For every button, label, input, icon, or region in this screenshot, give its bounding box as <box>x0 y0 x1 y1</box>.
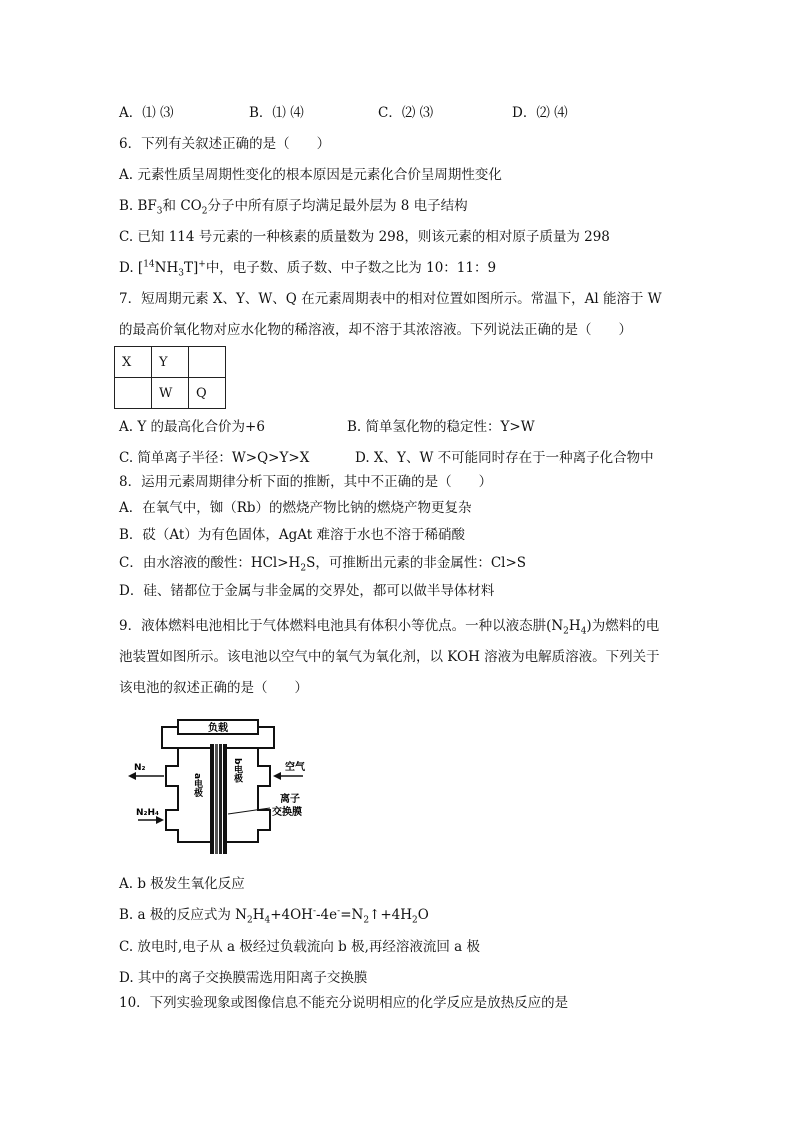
n2-arrow-head <box>128 772 136 780</box>
q8-option-c: C．由水溶液的酸性：$HCl>H_2S$，可推断出元素的非金属性：Cl>S <box>119 555 527 574</box>
wire-left <box>162 727 210 748</box>
b-electrode-plate <box>223 744 227 854</box>
q7-option-a: A. Y 的最高化合价为+6 <box>119 419 265 435</box>
table-cell: X <box>115 347 152 378</box>
membrane-label <box>272 792 303 818</box>
membrane-plate <box>215 744 218 854</box>
q8-stem: 8．运用元素周期律分析下面的推断，其中不正确的是（ ） <box>119 474 493 490</box>
load-label: 负载 <box>208 723 228 734</box>
q6-option-c: C. 已知 114 号元素的一种核素的质量数为 298，则该元素的相对原子质量为 298 <box>119 229 610 245</box>
periodic-table-fragment <box>114 346 226 409</box>
membrane-label-line2: 交换膜 <box>272 807 302 818</box>
q8-option-b: B．砹（At）为有色固体，AgAt 难溶于水也不溶于稀硝酸 <box>119 527 465 543</box>
fuel-cell-diagram <box>118 718 318 860</box>
q7-option-d: D. X、Y、W 不可能同时存在于一种离子化合物中 <box>355 450 654 466</box>
q5-option-b: B．⑴ ⑷ <box>249 105 304 121</box>
q9-stem-line2: 池装置如图所示。该电池以空气中的氧气为氧化剂，以 KOH 溶液为电解质溶液。下列关于 <box>119 649 660 665</box>
table-cell: Y <box>152 347 189 378</box>
q7-stem-line1: 7．短周期元素 X、Y、W、Q 在元素周期表中的相对位置如图所示。常温下，Al 能溶于 W <box>119 291 662 307</box>
q6-option-a: A. 元素性质呈周期性变化的根本原因是元素化合价呈周期性变化 <box>119 167 502 183</box>
n2h4-label: N₂H₄ <box>136 808 159 818</box>
left-compartment <box>166 748 210 842</box>
a-electrode-label: a电极 <box>192 773 202 798</box>
q10-stem: 10．下列实验现象或图像信息不能充分说明相应的化学反应是放热反应的是 <box>119 995 569 1011</box>
q8-option-d: D．硅、锗都位于金属与非金属的交界处，都可以做半导体材料 <box>119 583 495 599</box>
q5-option-c: C．⑵ ⑶ <box>378 105 434 121</box>
membrane-label-line1: 离子 <box>280 794 300 805</box>
a-electrode-plate <box>210 744 214 854</box>
table-cell <box>115 378 152 409</box>
q7-option-b: B. 简单氢化物的稳定性：Y>W <box>347 419 535 435</box>
q9-option-d: D. 其中的离子交换膜需选用阳离子交换膜 <box>119 970 368 986</box>
q9-option-b: B. a 极的反应式为 $N_2H_4+4OH^--4e^-=N_2↑+4H_2O$ <box>119 906 429 926</box>
b-electrode-label: b电极 <box>232 758 242 783</box>
wire-right <box>226 727 274 748</box>
q9-option-c: C. 放电时,电子从 a 极经过负载流向 b 极,再经溶液流回 a 极 <box>119 939 480 955</box>
table-row <box>115 378 226 409</box>
table-cell: W <box>152 378 189 409</box>
q9-option-a: A. b 极发生氧化反应 <box>119 876 245 892</box>
q7-stem-line2: 的最高价氧化物对应水化物的稀溶液，却不溶于其浓溶液。下列说法正确的是（ ） <box>119 322 632 338</box>
table-cell <box>189 347 226 378</box>
air-arrow-head <box>273 772 281 780</box>
q6-option-d: D. $[^{14}NH_3T]^+$中，电子数、质子数、中子数之比为 10：11：9 <box>119 259 497 279</box>
air-label: 空气 <box>285 762 305 773</box>
q5-option-d: D．⑵ ⑷ <box>512 105 568 121</box>
q6-stem: 6．下列有关叙述正确的是（ ） <box>119 136 331 152</box>
q6-option-b: B. $BF_3$和 $CO_2$分子中所有原子均满足最外层为 8 电子结构 <box>119 198 468 217</box>
membrane-plate-2 <box>219 744 222 854</box>
q5-option-a: A．⑴ ⑶ <box>119 105 174 121</box>
q7-option-c: C. 简单离子半径：W>Q>Y>X <box>119 450 310 466</box>
table-row <box>115 347 226 378</box>
n2-label: N₂ <box>134 763 146 773</box>
q9-stem-line1: 9．液体燃料电池相比于气体燃料电池具有体积小等优点。一种以液态肼$(N_2H_4)$为燃料的电 <box>119 618 660 637</box>
q8-option-a: A．在氧气中，铷（Rb）的燃烧产物比钠的燃烧产物更复杂 <box>119 500 472 516</box>
q9-stem-line3: 该电池的叙述正确的是（ ） <box>119 680 308 696</box>
table-cell: Q <box>189 378 226 409</box>
